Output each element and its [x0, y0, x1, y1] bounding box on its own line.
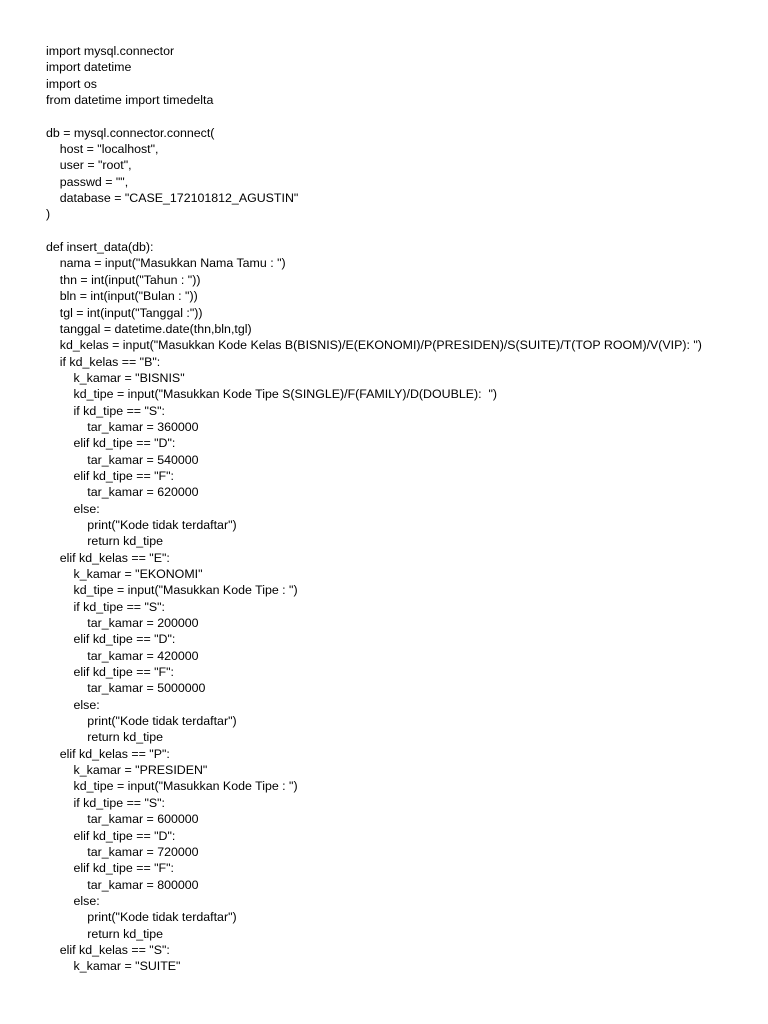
code-line: else: — [46, 893, 100, 908]
code-line: user = "root", — [46, 158, 132, 173]
code-line: tar_kamar = 420000 — [46, 648, 199, 663]
code-line: tar_kamar = 540000 — [46, 452, 199, 467]
code-line: tar_kamar = 720000 — [46, 844, 199, 859]
code-block — [46, 43, 746, 975]
code-line: kd_tipe = input("Masukkan Kode Tipe : ") — [46, 583, 298, 598]
code-line: tar_kamar = 620000 — [46, 485, 199, 500]
code-line: tar_kamar = 360000 — [46, 419, 199, 434]
code-line: elif kd_tipe == "F": — [46, 468, 174, 483]
code-line: k_kamar = "SUITE" — [46, 959, 181, 974]
code-line: return kd_tipe — [46, 534, 164, 549]
code-line: print("Kode tidak terdaftar") — [46, 910, 237, 925]
code-line: nama = input("Masukkan Nama Tamu : ") — [46, 256, 286, 271]
code-line: import datetime — [46, 60, 132, 75]
code-line: elif kd_tipe == "D": — [46, 436, 176, 451]
code-line: elif kd_tipe == "D": — [46, 828, 176, 843]
code-line: if kd_kelas == "B": — [46, 354, 161, 369]
code-line: def insert_data(db): — [46, 240, 154, 255]
code-line: tar_kamar = 5000000 — [46, 681, 206, 696]
code-line: from datetime import timedelta — [46, 93, 214, 108]
code-line: elif kd_tipe == "D": — [46, 632, 176, 647]
code-line — [46, 108, 746, 124]
code-line: return kd_tipe — [46, 926, 164, 941]
code-line: elif kd_kelas == "E": — [46, 550, 170, 565]
code-line: db = mysql.connector.connect( — [46, 125, 215, 140]
code-line: host = "localhost", — [46, 142, 159, 157]
code-line: if kd_tipe == "S": — [46, 403, 165, 418]
code-line: if kd_tipe == "S": — [46, 795, 165, 810]
code-line: print("Kode tidak terdaftar") — [46, 714, 237, 729]
code-line: thn = int(input("Tahun : ")) — [46, 272, 201, 287]
code-line: ) — [46, 207, 51, 222]
code-line: kd_kelas = input("Masukkan Kode Kelas B(BISNIS)/E(EKONOMI)/P(PRESIDEN)/S(SUITE)/T(TOP ROOM)/V(VIP): ") — [46, 338, 702, 353]
code-line: passwd = "", — [46, 174, 129, 189]
code-line: elif kd_kelas == "S": — [46, 942, 170, 957]
code-line: kd_tipe = input("Masukkan Kode Tipe : ") — [46, 779, 298, 794]
code-line: k_kamar = "BISNIS" — [46, 370, 185, 385]
code-line: import os — [46, 76, 97, 91]
code-line: k_kamar = "EKONOMI" — [46, 567, 203, 581]
code-line: tanggal = datetime.date(thn,bln,tgl) — [46, 321, 252, 336]
code-line: tgl = int(input("Tanggal :")) — [46, 305, 203, 320]
code-line: database = "CASE_172101812_AGUSTIN" — [46, 191, 299, 206]
code-line: elif kd_tipe == "F": — [46, 861, 174, 876]
code-line: kd_tipe = input("Masukkan Kode Tipe S(SINGLE)/F(FAMILY)/D(DOUBLE): ") — [46, 387, 497, 402]
code-line: tar_kamar = 600000 — [46, 812, 199, 827]
code-line: tar_kamar = 800000 — [46, 877, 199, 892]
code-line: elif kd_kelas == "P": — [46, 746, 170, 761]
code-line — [46, 223, 746, 239]
code-line: print("Kode tidak terdaftar") — [46, 517, 237, 532]
code-line: if kd_tipe == "S": — [46, 599, 165, 614]
code-line: import mysql.connector — [46, 44, 175, 58]
code-line: else: — [46, 501, 100, 516]
code-line: else: — [46, 697, 100, 712]
code-line: elif kd_tipe == "F": — [46, 665, 174, 680]
code-line: bln = int(input("Bulan : ")) — [46, 289, 198, 304]
code-line: tar_kamar = 200000 — [46, 616, 199, 631]
code-line: return kd_tipe — [46, 730, 164, 745]
code-line: k_kamar = "PRESIDEN" — [46, 763, 208, 778]
